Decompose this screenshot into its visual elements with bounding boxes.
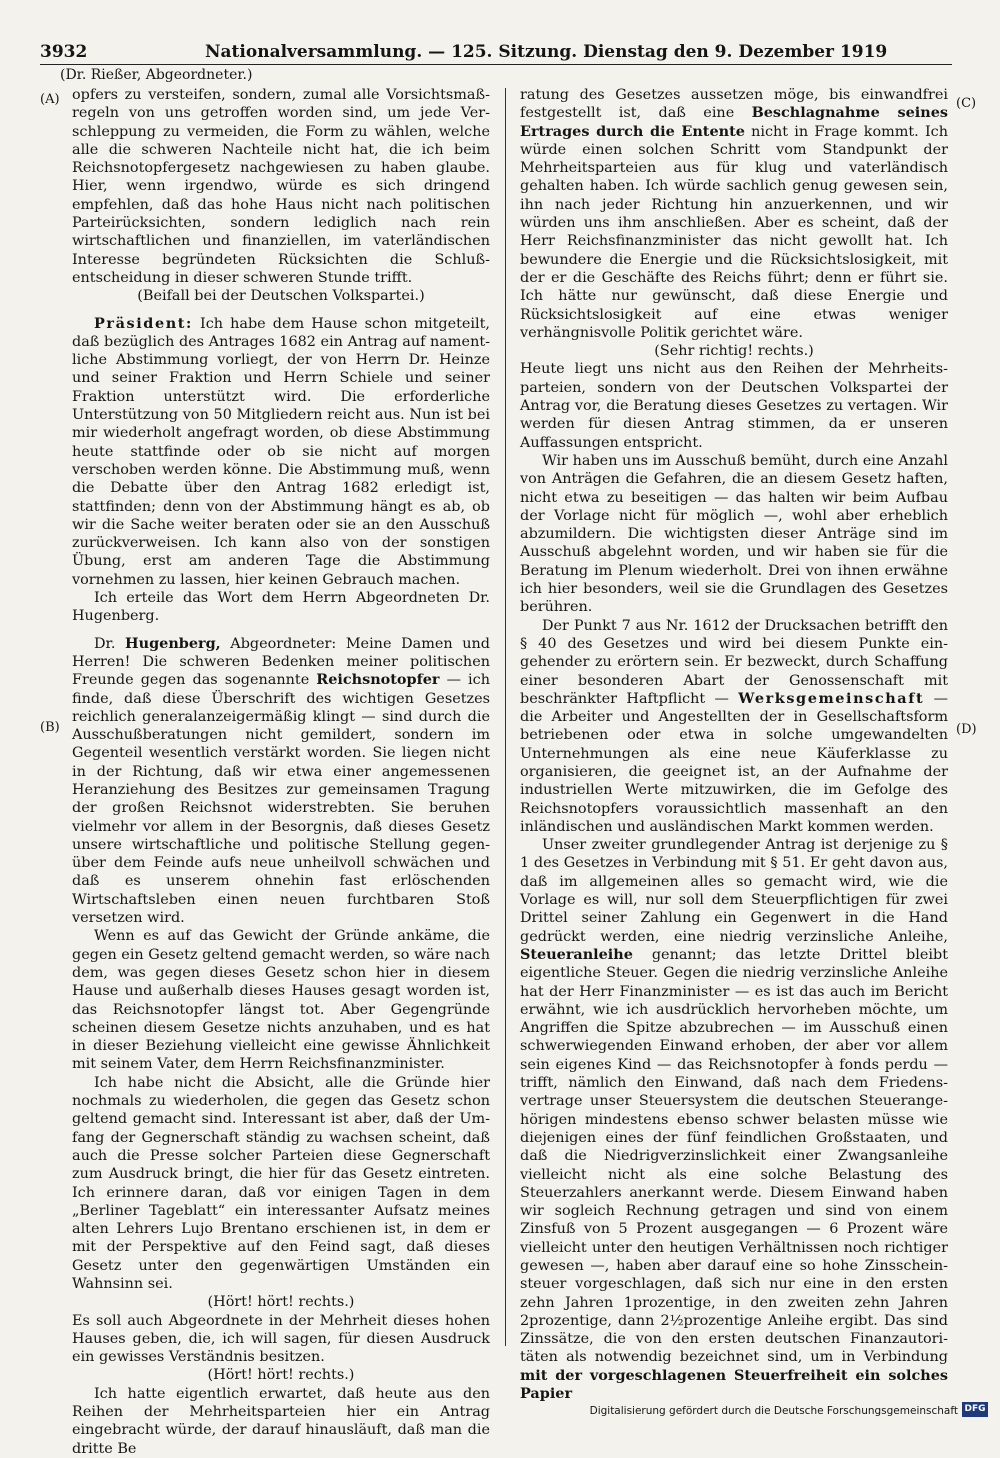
paragraph: Ich habe nicht die Absicht, alle die Gründe hier nochmals zu wiederholen, die gegen das Gesetz schon geltend gemacht sind. Interessant ist aber, daß der Umfang der Gegnerschaft ständig zu wachsen scheint, daß auch die Presse solcher Parteien diese Gegnerschaft zum Ausdruck bringt, die hier für das Gesetz eintreten. Ich erinnere daran, daß vor einigen Tagen in dem „Berliner Tageblatt“ ein interessanter Aufsatz meines alten Lehrers Lujo Brentano erschienen ist, in dem er mit der Perspektive auf den Feind sagt, daß dieses Gesetz unter den gegenwärtigen Umständen ein Wahnsinn sei. [72,1074,490,1292]
speaker-label: Präsident: [94,314,193,332]
paragraph: ratung des Gesetzes aussetzen möge, bis einwandfrei festgestellt ist, daß eine Beschlagnahme seines Ertrages durch die Entente nicht in Frage kommt. Ich würde einen solchen Schritt vom Standpunkt der Mehrheitsparteien aus für klug und vaterländisch gehalten haben. Ich würde sachlich genug gewesen sein, ihn nach jeder Richtung hin anzuerkennen, und wir würden uns ihm anschließen. Aber es scheint, daß der Herr Reichsfinanzminister das nicht gewollt hat. Ich bewundere die Energie und die Rücksichtslosigkeit, mit der er die Geschäfte des Reichs führt; denn er führt sie. Ich hätte nur gewünscht, daß diese Energie und Rücksichtslosigkeit auf eine etwas weniger verhängnisvolle Politik gerichtet wäre. [520,87,948,341]
margin-mark-c: (C) [956,96,977,111]
paragraph: Wir haben uns im Ausschuß bemüht, durch eine Anzahl von Anträgen die Gefahren, die an diesem Gesetz haften, nicht etwa zu beseitigen — das halten wir beim Aufbau der Vorlage nicht für möglich —, wohl aber erheblich abzumildern. Die wichtigsten dieser Anträge sind im Ausschuß abgelehnt worden, und wir haben sie für die Beratung im Plenum wiederholt. Drei von ihnen erwähne ich hier besonders, weil sie die Grundlagen des Gesetzes berühren. [520,452,948,616]
interjection: (Hört! hört! rechts.) [207,1367,355,1384]
paragraph: opfers zu versteifen, sondern, zumal alle Vorsichtsmaßregeln von uns getroffen worden sind, um jede Verschleppung zu vermeiden, die Form zu wählen, welche alle die schweren Nachteile nicht hat, die ich beim Reichsnotopfergesetz nachgewiesen zu haben glaube. Hier, wenn irgendwo, würde es sich dringend empfehlen, daß das hohe Haus nicht nach politischen Parteirücksichten, sondern lediglich nach rein wirtschaftlichen und finanziellen, im vaterländischen Interesse begründeten Rücksichten die Schlußentscheidung in dieser schweren Stunde trifft. [72,87,490,286]
paragraph: Heute liegt uns nicht aus den Reihen der Mehrheitsparteien, sondern von der Deutschen Volkspartei der Antrag vor, die Beratung dieses Gesetzes zu vertagen. Wir werden für diesen Antrag stimmen, da er unseren Auffassungen entspricht. [520,361,948,451]
header-rule [40,64,952,65]
applause-note: (Beifall bei der Deutschen Volkspartei.) [137,288,425,305]
right-column [520,86,948,1403]
paragraph-hugenberg: Dr. Hugenberg, Abgeordneter: Meine Damen und Herren! Die schweren Bedenken meiner politischen Freunde gegen das sogenannte Reichsnotopfer — ich finde, daß diese Überschrift des wichtigen Gesetzes reichlich generalanzeigermäßig klingt — sind durch die Ausschußberatungen nicht gemildert, sondern im Gegenteil wesentlich verstärkt worden. Sie liegen nicht in der Richtung, daß wir etwa einer angemessenen Heranziehung des Besitzes zur gemeinsamen Tragung der großen Reichsnot widerstrebten. Sie beruhen vielmehr vor allem in der Besorgnis, daß dieses Gesetz unsere wirtschaftliche und politische Stellung gegenüber dem Feinde aufs neue unheilvoll schwächen und daß es unserem ohnehin fast erlöschenden Wirtschaftsleben einen neuen furchtbaren Stoß versetzen wird. [72,634,491,927]
page-number: 3932 [40,42,88,62]
page-header [40,38,950,66]
column-divider [505,88,506,1346]
interjection: (Sehr richtig! rechts.) [654,343,814,360]
speaker-name: Hugenberg, [125,634,221,652]
margin-mark-b: (B) [40,720,60,735]
paragraph: Der Punkt 7 aus Nr. 1612 der Drucksachen betrifft den § 40 des Gesetzes und wird bei diesem Punkte eingehender zu erörtern sein. Er bezweckt, durch Schaffung einer besonderen Abart der Genossenschaft mit beschränkter Haftpflicht — Werksgemeinschaft — die Arbeiter und Angestellten der in Gesellschaftsform betriebenen oder etwa in solche umgewandelten Unternehmungen als eine neue Käuferklasse zu organisieren, die geeignet ist, an der Aufnahme der industriellen Werte mitzuwirken, die im Gefolge des Reichsnotopfers voraussichtlich massenhaft an den inländischen und ausländischen Markt kommen werden. [520,617,948,835]
margin-mark-d: (D) [956,722,977,737]
digitization-credit: Digitalisierung gefördert durch die Deutsche Forschungsgemeinschaft [589,1405,958,1417]
speaker-note: (Dr. Rießer, Abgeordneter.) [60,67,253,83]
paragraph: Wenn es auf das Gewicht der Gründe ankäme, die gegen ein Gesetz geltend gemacht werden, so wäre nach dem, was gegen dieses Gesetz schon hier in diesem Hause und außerhalb dieses Hauses gesagt worden ist, das Reichsnotopfer längst tot. Aber Gegengründe scheinen diesem Gesetze nichts anzuhaben, und es hat in dieser Beziehung vielleicht eine gewisse Ähnlichkeit mit seinem Vater, dem Herrn Reichsfinanzminister. [72,928,490,1073]
paragraph-president: Präsident: Ich habe dem Hause schon mitgeteilt, daß bezüglich des Antrages 1682 ein Antrag auf namentliche Abstimmung vorliegt, der von Herrn Dr. Heinze und seiner Fraktion und Herrn Schiele und seiner Fraktion unterstützt wird. Die erforderliche Unterstützung von 50 Mitgliedern reicht aus. Nun ist bei mir wiederholt angefragt worden, ob diese Abstimmung heute stattfinde oder ob sie nicht auf morgen verschoben werden könne. Die Abstimmung muß, wenn die Debatte über den Antrag 1682 erledigt ist, stattfinden; denn von der Abstimmung hängt es ab, ob wir die Sache weiter beraten oder sie an den Ausschuß zurückverweisen. Ich kann also von der sonstigen Übung, erst am anderen Tage die Abstimmung vornehmen zu lassen, hier keinen Gebrauch machen. [72,314,490,588]
running-title: Nationalversammlung. — 125. Sitzung. Dienstag den 9. Dezember 1919 [205,42,888,62]
margin-mark-a: (A) [40,92,60,107]
left-column [72,86,490,1458]
interjection: (Hört! hört! rechts.) [207,1294,355,1311]
paragraph: Ich erteile das Wort dem Herrn Abgeordneten Dr. Hugenberg. [72,590,490,625]
dfg-logo: DFG [962,1402,988,1417]
paragraph: Ich hatte eigentlich erwartet, daß heute aus den Reihen der Mehrheitsparteien hier ein Antrag eingebracht würde, der darauf hinausläuft, daß man die dritte Be [72,1385,490,1457]
paragraph: Unser zweiter grundlegender Antrag ist derjenige zu § 1 des Gesetzes in Verbindung mit § 51. Er geht davon aus, daß im allgemeinen alles so gemacht wird, wie die Vorlage es will, nur soll dem Steuerpflichtigen für zwei Drittel seiner Zahlung ein Gegenwert in die Hand gedrückt werden, eine niedrig verzinsliche Anleihe, Steueranleihe genannt; das letzte Drittel bleibt eigentliche Steuer. Gegen die niedrig verzinsliche Anleihe hat der Herr Finanzminister — es ist das auch im Bericht erwähnt, wie ich ausdrücklich hervorheben möchte, um Angriffen die Spitze abzubrechen — im Ausschuß einen schwerwiegenden Einwand erhoben, der aber vor allem sein eigenes Kind — das Reichsnotopfer à fonds perdu — trifft, nämlich den Einwand, daß nach dem Friedensvertrage unser Steuersystem die deutschen Steuerangehörigen mindestens ebenso schwer belasten müsse wie diejenigen eines der fünf feindlichen Großstaaten, und daß die Niedrigverzinslichkeit einer Zwangsanleihe vielleicht nicht als eine solche Belastung des Steuerzahlers anerkannt werde. Diesem Einwand haben wir sogleich Rechnung getragen und sind von einem Zinsfuß von 5 Prozent ausgegangen — 6 Prozent wäre vielleicht unter den heutigen Verhältnissen noch richtiger gewesen —, haben aber darauf eine so hohe Zinsscheinsteuer vorgeschlagen, daß sich nur eine in den ersten zehn Jahren 1prozentige, in den zweiten zehn Jahren 2prozentige, dann 2½prozentige Anleihe ergibt. Das sind Zinssätze, die von den ersten deutschen Finanzautoritäten als notwendig bezeichnet sind, um in Verbindung mit der vorgeschlagenen Steuerfreiheit ein solches Papier [520,837,948,1403]
paragraph: Es soll auch Abgeordnete in der Mehrheit dieses hohen Hauses geben, die, ich will sagen, für diesen Ausdruck ein gewisses Verständnis besitzen. [72,1312,490,1366]
